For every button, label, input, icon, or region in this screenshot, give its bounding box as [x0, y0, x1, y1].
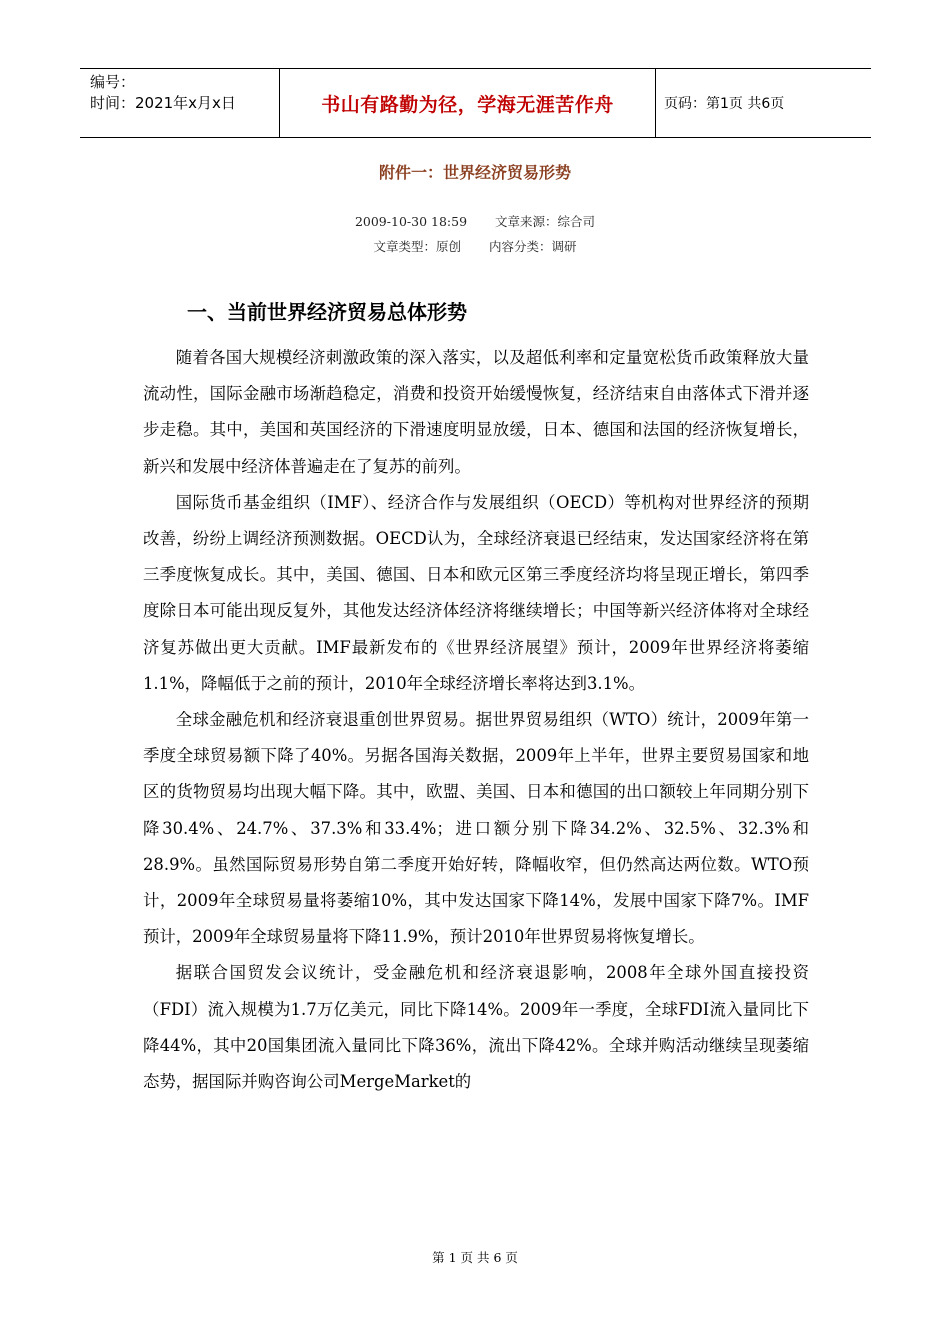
page-label: 页码：第1页 共6页 — [664, 96, 785, 112]
body-text — [143, 340, 809, 1100]
number-label: 编号： — [90, 73, 136, 91]
page-header — [80, 68, 871, 138]
article-type: 文章类型：原创 — [373, 239, 461, 254]
meta-row-1 — [0, 212, 950, 230]
header-page-cell — [656, 69, 871, 137]
publish-datetime: 2009-10-30 18:59 — [354, 214, 468, 229]
section-heading: 一、当前世界经济贸易总体形势 — [187, 300, 467, 324]
content-category: 内容分类：调研 — [489, 239, 577, 254]
paragraph: 全球金融危机和经济衰退重创世界贸易。据世界贸易组织（WTO）统计，2009年第一季度全球贸易额下降了40%。另据各国海关数据，2009年上半年，世界主要贸易国家和地区的货物贸易均出现大幅下降。其中，欧盟、美国、日本和德国的出口额较上年同期分别下降30.4%、24.7%、37.3%和33.4%；进口额分别下降34.2%、32.5%、32.3%和28.9%。虽然国际贸易形势自第二季度开始好转，降幅收窄，但仍然高达两位数。WTO预计，2009年全球贸易量将萎缩10%，其中发达国家下降14%，发展中国家下降7%。IMF预计，2009年全球贸易量将下降11.9%，预计2010年世界贸易将恢复增长。 — [143, 710, 809, 947]
page-footer: 第 1 页 共 6 页 — [432, 1250, 518, 1265]
document-title: 附件一：世界经济贸易形势 — [378, 163, 571, 182]
paragraph: 随着各国大规模经济刺激政策的深入落实，以及超低利率和定量宽松货币政策释放大量流动性，国际金融市场渐趋稳定，消费和投资开始缓慢恢复，经济结束自由落体式下滑并逐步走稳。其中，美国和英国经济的下滑速度明显放缓，日本、德国和法国的经济恢复增长，新兴和发展中经济体普遍走在了复苏的前列。 — [143, 348, 809, 476]
header-motto-cell — [280, 69, 656, 137]
paragraph: 据联合国贸发会议统计，受金融危机和经济衰退影响，2008年全球外国直接投资（FDI）流入规模为1.7万亿美元，同比下降14%。2009年一季度，全球FDI流入量同比下降44%，其中20国集团流入量同比下降36%，流出下降42%。全球并购活动继续呈现萎缩态势，据国际并购咨询公司MergeMarket的 — [143, 963, 809, 1092]
header-info-cell — [80, 69, 280, 137]
meta-row-2 — [0, 237, 950, 255]
motto-text: 书山有路勤为径，学海无涯苦作舟 — [321, 93, 614, 116]
paragraph: 国际货币基金组织（IMF）、经济合作与发展组织（OECD）等机构对世界经济的预期改善，纷纷上调经济预测数据。OECD认为，全球经济衰退已经结束，发达国家经济将在第三季度恢复成长。其中，美国、德国、日本和欧元区第三季度经济均将呈现正增长，第四季度除日本可能出现反复外，其他发达经济体经济将继续增长；中国等新兴经济体将对全球经济复苏做出更大贡献。IMF最新发布的《世界经济展望》预计，2009年世界经济将萎缩1.1%，降幅低于之前的预计，2010年全球经济增长率将达到3.1%。 — [143, 492, 809, 693]
article-source: 文章来源：综合司 — [495, 214, 596, 229]
date-label: 时间：2021年x月x日 — [90, 94, 236, 112]
